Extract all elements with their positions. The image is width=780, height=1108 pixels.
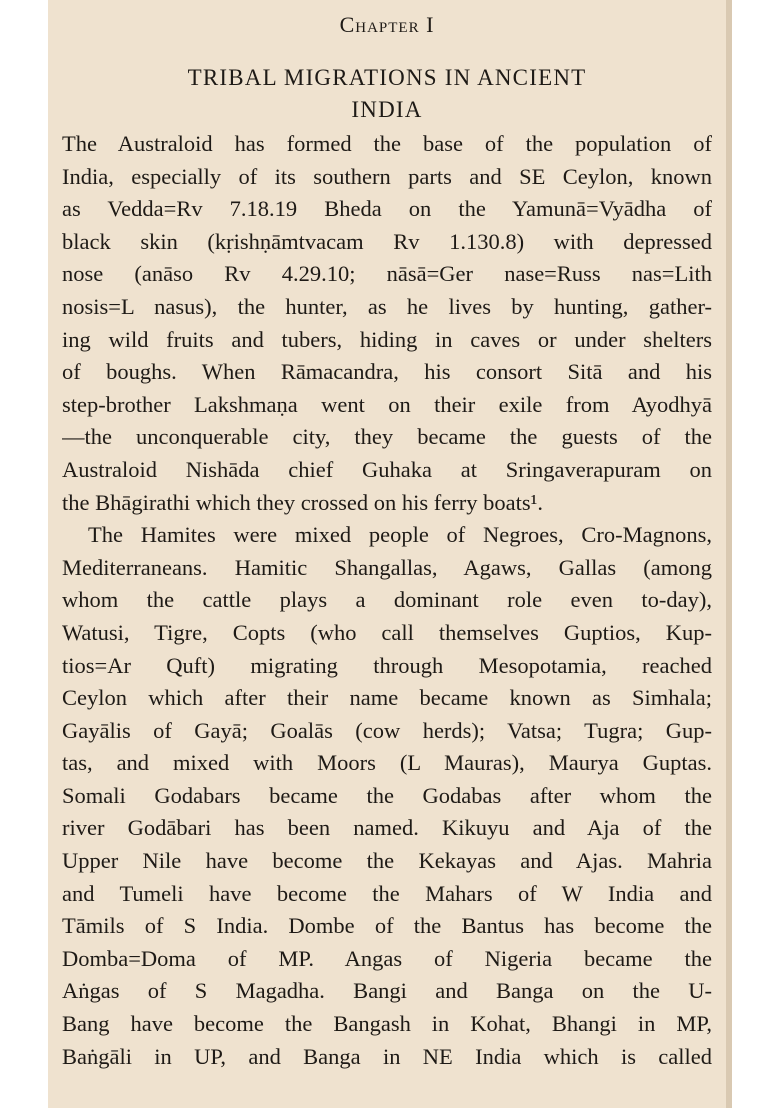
text-line: Upper Nile have become the Kekayas and Ajas. Mahria bbox=[62, 848, 712, 874]
text-line: whom the cattle plays a dominant role even to-day), bbox=[62, 587, 712, 613]
body-text bbox=[62, 128, 712, 1073]
paragraph-australoid bbox=[62, 128, 712, 519]
text-line: Ceylon which after their name became known as Simhala; bbox=[62, 685, 712, 711]
text-line: India, especially of its southern parts and SE Ceylon, known bbox=[62, 163, 712, 189]
text-line: Mediterraneans. Hamitic Shangallas, Agaws, Gallas (among bbox=[62, 554, 712, 580]
text-line: tios=Ar Quft) migrating through Mesopotamia, reached bbox=[62, 652, 712, 678]
text-line: Australoid Nishāda chief Guhaka at Sringaverapuram on bbox=[62, 456, 712, 482]
text-line: the Bhāgirathi which they crossed on his ferry boats¹. bbox=[62, 489, 544, 515]
text-line: Bang have become the Bangash in Kohat, Bhangi in MP, bbox=[62, 1011, 712, 1037]
text-line: Gayālis of Gayā; Goalās (cow herds); Vatsa; Tugra; Gup- bbox=[62, 717, 712, 743]
text-line: nose (anāso Rv 4.29.10; nāsā=Ger nase=Russ nas=Lith bbox=[62, 261, 712, 287]
text-line: nosis=L nasus), the hunter, as he lives by hunting, gather- bbox=[62, 293, 712, 319]
chapter-title-line: TRIBAL MIGRATIONS IN ANCIENT bbox=[187, 65, 587, 90]
text-line: step-brother Lakshmaṇa went on their exile from Ayodhyā bbox=[62, 391, 712, 417]
text-line: river Godābari has been named. Kikuyu and Aja of the bbox=[62, 815, 712, 841]
page-edge bbox=[726, 0, 732, 1108]
chapter-title bbox=[62, 62, 712, 126]
chapter-title-line: INDIA bbox=[351, 97, 423, 122]
paragraph-hamites bbox=[62, 519, 712, 1073]
text-line: Domba=Doma of MP. Angas of Nigeria became the bbox=[62, 945, 712, 971]
text-line: Baṅgāli in UP, and Banga in NE India which is called bbox=[62, 1043, 712, 1069]
text-line: Somali Godabars became the Godabas after whom the bbox=[62, 782, 712, 808]
text-line: —the unconquerable city, they became the guests of the bbox=[62, 424, 712, 450]
text-line: black skin (kṛishṇāmtvacam Rv 1.130.8) with depressed bbox=[62, 228, 712, 254]
text-line: as Vedda=Rv 7.18.19 Bheda on the Yamunā=Vyādha of bbox=[62, 196, 712, 222]
text-line: Aṅgas of S Magadha. Bangi and Banga on the U- bbox=[62, 978, 712, 1004]
chapter-heading: Chapter I bbox=[339, 12, 435, 37]
page-content bbox=[62, 8, 712, 1073]
book-page bbox=[48, 0, 732, 1108]
text-line: ing wild fruits and tubers, hiding in caves or under shelters bbox=[62, 326, 712, 352]
text-line: The Australoid has formed the base of the population of bbox=[62, 131, 712, 156]
text-line: of boughs. When Rāmacandra, his consort Sitā and his bbox=[62, 359, 712, 385]
text-line: Tāmils of S India. Dombe of the Bantus has become the bbox=[62, 913, 712, 939]
text-line: tas, and mixed with Moors (L Mauras), Maurya Guptas. bbox=[62, 750, 712, 776]
text-line: Watusi, Tigre, Copts (who call themselves Guptios, Kup- bbox=[62, 619, 712, 645]
text-line: The Hamites were mixed people of Negroes, Cro-Magnons, bbox=[88, 522, 712, 548]
text-line: and Tumeli have become the Mahars of W India and bbox=[62, 880, 712, 906]
